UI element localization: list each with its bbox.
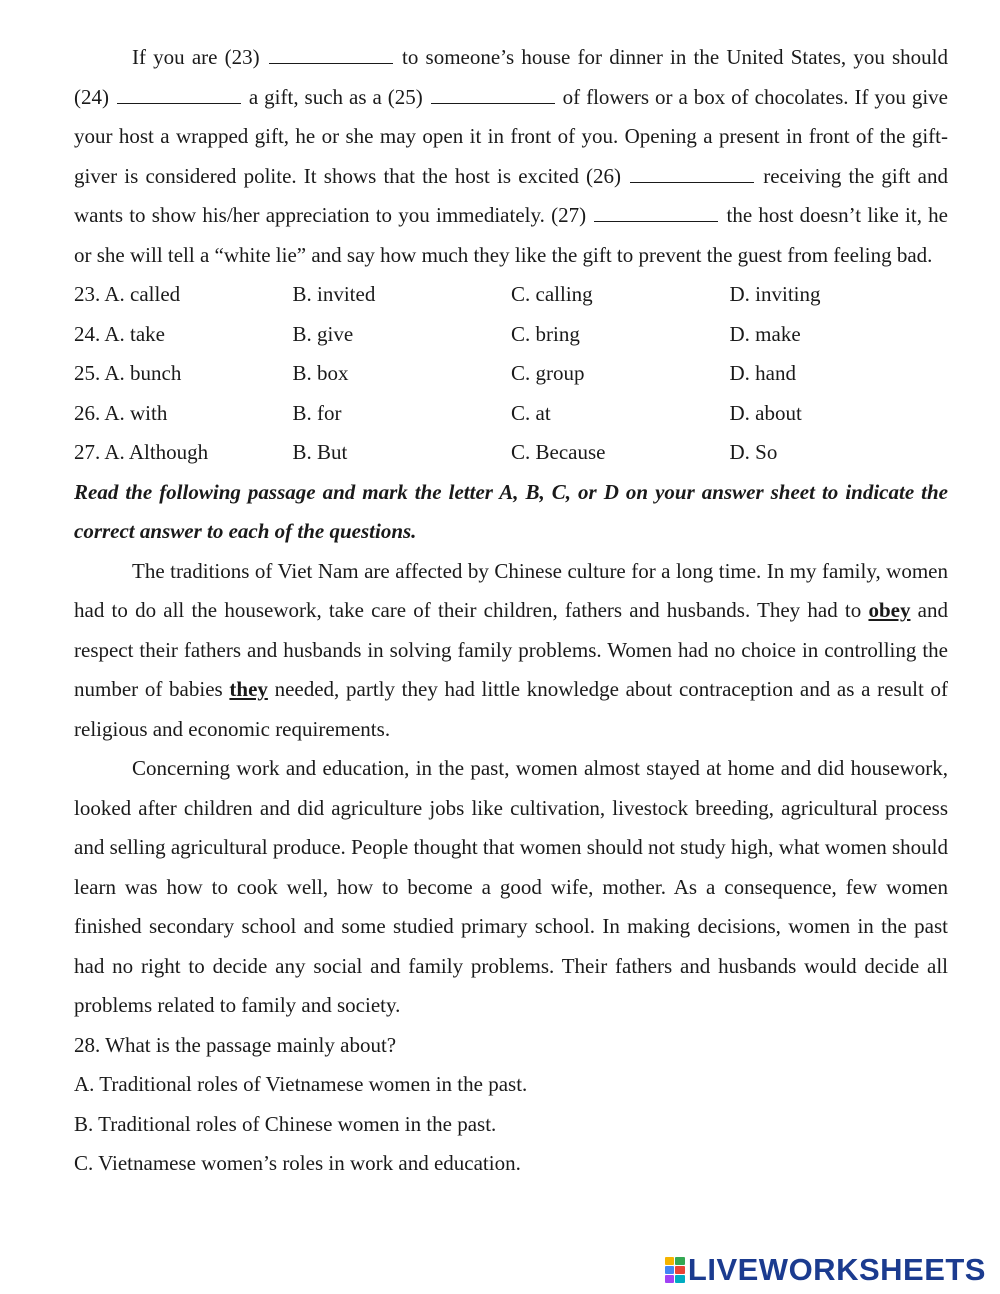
question-28-option-a[interactable]: A. Traditional roles of Vietnamese women in the past. bbox=[74, 1072, 528, 1096]
question-28-option-b[interactable]: B. Traditional roles of Chinese women in the past. bbox=[74, 1111, 497, 1136]
reading-paragraph-2: Concerning work and education, in the past, women almost stayed at home and did housework, looked after children and did agriculture jobs like cultivation, livestock breeding, agricultural process and selling agricultural produce. People thought that women should not study high, what women should learn was how to cook well, how to become a good wife, mother. As a consequence, few women finished secondary school and some studied primary school. In making decisions, women in the past had no right to decide any social and family problems. Their fathers and husbands would decide all problems related to family and society. bbox=[74, 756, 948, 1017]
option-c[interactable]: C. at bbox=[511, 400, 551, 425]
blank-24[interactable] bbox=[117, 85, 241, 104]
underlined-word-they: they bbox=[229, 677, 268, 701]
option-a[interactable]: 27. A. Although bbox=[74, 440, 209, 464]
passage-text: the host doesn’t like it, he or she will tell a “white lie” and say how much they like the gift to prevent the guest from feeling bad. bbox=[74, 203, 948, 267]
cloze-passage bbox=[74, 38, 948, 275]
question-row-23 bbox=[74, 275, 948, 315]
question-row-27 bbox=[74, 433, 948, 473]
question-row-26 bbox=[74, 394, 948, 434]
reading-paragraph-1 bbox=[74, 552, 948, 750]
passage-text: of flowers or a box of chocolates. If you give your host a wrapped gift, he or she may open it in front of you. Opening a present in front of the gift-giver is considered polite. It shows that the host is excited (26) bbox=[74, 84, 949, 188]
option-d[interactable]: D. make bbox=[729, 321, 801, 346]
option-c[interactable]: C. group bbox=[511, 361, 585, 385]
logo-text: LIVEWORKSHEETS bbox=[687, 1252, 986, 1287]
option-b[interactable]: B. for bbox=[292, 400, 342, 425]
liveworksheets-logo-icon bbox=[665, 1257, 685, 1283]
passage-text: receiving the gift and wants to show his/her appreciation to you immediately. (27) bbox=[74, 163, 948, 227]
option-a[interactable]: 26. A. with bbox=[74, 400, 168, 425]
question-row-24 bbox=[74, 315, 948, 355]
blank-26[interactable] bbox=[630, 164, 754, 183]
blank-25[interactable] bbox=[431, 85, 555, 104]
passage-text: If you are (23) bbox=[132, 45, 267, 69]
question-28-option-c[interactable]: C. Vietnamese women’s roles in work and education. bbox=[74, 1151, 521, 1175]
liveworksheets-logo[interactable] bbox=[665, 1252, 986, 1288]
question-row-25 bbox=[74, 354, 948, 394]
reading-instruction: Read the following passage and mark the letter A, B, C, or D on your answer sheet to indicate the correct answer to each of the questions. bbox=[74, 479, 948, 543]
option-a[interactable]: 23. A. called bbox=[74, 282, 181, 306]
paragraph-text: The traditions of Viet Nam are affected by Chinese culture for a long time. In my family, women had to do all the housework, take care of their children, fathers and husbands. They had to bbox=[74, 558, 948, 622]
paragraph-text: and respect their fathers and husbands in solving family problems. Women had no choice in controlling the number of babies bbox=[74, 598, 948, 701]
option-b[interactable]: B. invited bbox=[292, 282, 376, 306]
passage-text: to someone’s house for dinner in the United States, you should (24) bbox=[74, 45, 949, 109]
option-b[interactable]: B. box bbox=[292, 361, 349, 385]
worksheet-page bbox=[74, 38, 948, 1184]
option-d[interactable]: D. about bbox=[729, 400, 802, 425]
option-a[interactable]: 24. A. take bbox=[74, 321, 165, 346]
option-c[interactable]: C. bring bbox=[511, 321, 580, 346]
option-c[interactable]: C. Because bbox=[511, 440, 606, 464]
underlined-word-obey: obey bbox=[868, 598, 911, 622]
option-d[interactable]: D. So bbox=[729, 440, 778, 464]
option-b[interactable]: B. But bbox=[292, 440, 348, 464]
blank-27[interactable] bbox=[594, 203, 718, 222]
option-c[interactable]: C. calling bbox=[511, 282, 593, 306]
question-28-stem: 28. What is the passage mainly about? bbox=[74, 1032, 397, 1057]
passage-text: a gift, such as a (25) bbox=[242, 84, 429, 109]
paragraph-text: needed, partly they had little knowledge about contraception and as a result of religious and economic requirements. bbox=[74, 677, 948, 741]
option-d[interactable]: D. hand bbox=[729, 361, 796, 385]
option-d[interactable]: D. inviting bbox=[729, 282, 821, 306]
question-list-23-27 bbox=[74, 275, 948, 473]
blank-23[interactable] bbox=[269, 45, 393, 64]
option-b[interactable]: B. give bbox=[292, 321, 354, 346]
option-a[interactable]: 25. A. bunch bbox=[74, 361, 182, 385]
